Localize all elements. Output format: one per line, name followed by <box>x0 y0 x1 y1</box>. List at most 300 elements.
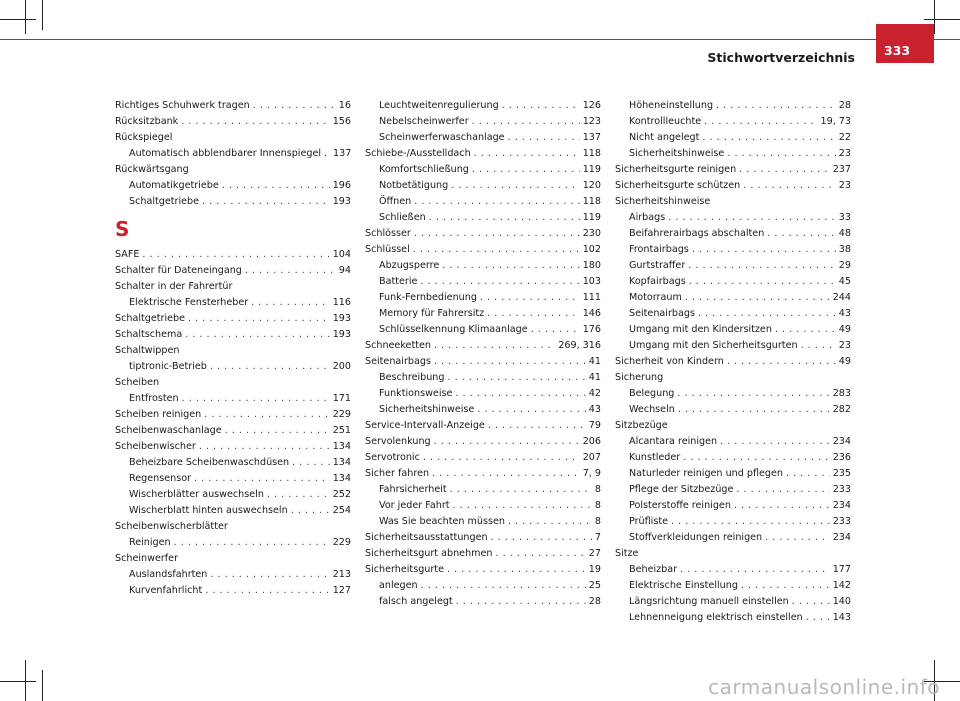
page-reference: 120 <box>582 180 601 191</box>
dot-leader <box>488 418 586 434</box>
dot-leader <box>806 610 830 626</box>
dot-leader <box>678 402 830 418</box>
dot-leader <box>245 263 336 279</box>
page-title: Stichwortverzeichnis <box>707 50 855 65</box>
entry-label: Kurvenfahrlicht <box>129 585 203 596</box>
index-subentry <box>615 482 851 498</box>
index-column-2 <box>365 98 601 610</box>
index-subentry <box>115 487 351 503</box>
entry-label: Schlüsselkennung Klimaanlage <box>379 324 528 335</box>
dot-leader <box>685 290 830 306</box>
page-reference: 206 <box>582 436 601 447</box>
page-reference: 123 <box>582 116 601 127</box>
page-reference: 146 <box>582 308 601 319</box>
page-reference: 27 <box>588 548 601 559</box>
index-entry <box>365 354 601 370</box>
dot-leader <box>442 258 579 274</box>
dot-leader <box>508 514 592 530</box>
index-heading: Sitzbezüge <box>615 420 668 431</box>
index-heading: Sicherheitshinweise <box>615 196 711 207</box>
entry-label: Wischerblätter auswechseln <box>129 489 264 500</box>
index-subentry <box>365 210 601 226</box>
entry-label: Schiebe-/Ausstelldach <box>365 148 471 159</box>
dot-leader <box>474 146 580 162</box>
page-reference: 23 <box>838 340 851 351</box>
page-reference: 41 <box>588 372 601 383</box>
entry-label: Pflege der Sitzbezüge <box>629 484 734 495</box>
entry-label: Was Sie beachten müssen <box>379 516 505 527</box>
page-reference: 33 <box>838 212 851 223</box>
entry-label: Nicht angelegt <box>629 132 700 143</box>
dot-leader <box>704 114 817 130</box>
dot-leader <box>801 338 836 354</box>
dot-leader <box>429 210 580 226</box>
index-entry <box>365 530 601 546</box>
dot-leader <box>671 514 830 530</box>
dot-leader <box>480 290 580 306</box>
index-entry <box>365 418 601 434</box>
index-heading: Rückspiegel <box>115 132 173 143</box>
entry-label: Scheiben reinigen <box>115 409 202 420</box>
page-reference: 180 <box>582 260 601 271</box>
index-subentry <box>115 455 351 471</box>
entry-label: Wischerblatt hinten auswechseln <box>129 505 288 516</box>
dot-leader <box>204 407 329 423</box>
index-subentry <box>615 498 851 514</box>
entry-label: Schaltgetriebe <box>115 313 186 324</box>
crop-mark-bl-h <box>0 681 36 682</box>
entry-label: Batterie <box>379 276 418 287</box>
index-subentry <box>115 567 351 583</box>
index-heading: Scheibenwischerblätter <box>115 521 228 532</box>
page-reference: 156 <box>332 116 351 127</box>
index-entry <box>115 98 351 114</box>
page-reference: 283 <box>832 388 851 399</box>
index-entry <box>365 226 601 242</box>
dot-leader <box>447 562 586 578</box>
dot-leader <box>677 386 829 402</box>
entry-label: Beheizbar <box>629 564 678 575</box>
page-reference: 103 <box>582 276 601 287</box>
page-reference: 134 <box>332 457 351 468</box>
dot-leader <box>423 450 580 466</box>
entry-label: Beifahrerairbags abschalten <box>629 228 765 239</box>
page-reference: 16 <box>338 100 351 111</box>
page-reference: 140 <box>832 596 851 607</box>
page-reference: 200 <box>332 361 351 372</box>
entry-label: Kontrollleuchte <box>629 116 702 127</box>
page-reference: 8 <box>594 516 601 527</box>
index-entry <box>365 466 601 482</box>
entry-label: Gurtstraffer <box>629 260 686 271</box>
index-subentry <box>615 274 851 290</box>
index-subentry <box>115 359 351 375</box>
entry-label: Schaltgetriebe <box>129 196 200 207</box>
page-reference: 230 <box>582 228 601 239</box>
index-subentry <box>615 242 851 258</box>
dot-leader <box>188 311 330 327</box>
entry-label: Schlüssel <box>365 244 410 255</box>
index-subentry <box>615 258 851 274</box>
dot-leader <box>414 226 580 242</box>
index-subentry <box>615 130 851 146</box>
entry-label: Nebelscheinwerfer <box>379 116 469 127</box>
page-reference: 126 <box>582 100 601 111</box>
entry-label: Beheizbare Scheibenwaschdüsen <box>129 457 290 468</box>
index-subentry <box>365 514 601 530</box>
index-subentry <box>115 471 351 487</box>
entry-label: Schneeketten <box>365 340 431 351</box>
dot-leader <box>495 546 585 562</box>
entry-label: SAFE <box>115 249 140 260</box>
dot-leader <box>720 434 830 450</box>
dot-leader <box>734 498 830 514</box>
index-section-letter: S <box>115 217 130 241</box>
index-subentry <box>115 535 351 551</box>
page-reference: 252 <box>332 489 351 500</box>
page-reference: 118 <box>582 196 601 207</box>
dot-leader <box>202 194 330 210</box>
dot-leader <box>472 162 580 178</box>
index-subentry <box>115 583 351 599</box>
index-subentry <box>365 498 601 514</box>
index-subentry <box>115 178 351 194</box>
dot-leader <box>508 130 580 146</box>
entry-label: Service-Intervall-Anzeige <box>365 420 485 431</box>
page-reference: 193 <box>332 196 351 207</box>
index-entry <box>115 327 351 343</box>
entry-label: Seitenairbags <box>365 356 431 367</box>
entry-label: Entfrosten <box>129 393 179 404</box>
page-reference: 119 <box>582 164 601 175</box>
entry-label: Schlösser <box>365 228 411 239</box>
index-subentry <box>615 514 851 530</box>
index-entry <box>115 311 351 327</box>
index-column-3 <box>615 98 851 626</box>
dot-leader <box>174 535 330 551</box>
dot-leader <box>502 98 580 114</box>
page-reference: 193 <box>332 313 351 324</box>
page-reference: 8 <box>594 484 601 495</box>
page-reference: 28 <box>838 100 851 111</box>
page-reference: 234 <box>832 436 851 447</box>
entry-label: Umgang mit den Sicherheitsgurten <box>629 340 798 351</box>
index-heading: Scheinwerfer <box>115 553 179 564</box>
page-reference: 49 <box>838 324 851 335</box>
dot-leader <box>455 386 585 402</box>
entry-label: Abzugsperre <box>379 260 440 271</box>
index-subentry <box>365 306 601 322</box>
dot-leader <box>453 498 592 514</box>
dot-leader <box>456 594 586 610</box>
page-reference: 38 <box>838 244 851 255</box>
page-number: 333 <box>884 43 911 58</box>
dot-leader <box>472 114 580 130</box>
dot-leader <box>487 306 580 322</box>
dot-leader <box>702 130 835 146</box>
entry-label: Leuchtweitenregulierung <box>379 100 499 111</box>
entry-label: Schaltschema <box>115 329 183 340</box>
page-reference: 282 <box>832 404 851 415</box>
index-heading: Sicherung <box>615 372 664 383</box>
dot-leader <box>451 178 579 194</box>
index-heading: Sitze <box>615 548 639 559</box>
dot-leader <box>698 306 836 322</box>
page-reference: 137 <box>333 148 351 159</box>
page-reference: 236 <box>832 452 851 463</box>
page-reference: 269, 316 <box>558 340 601 351</box>
page-reference: 254 <box>332 505 351 516</box>
dot-leader <box>688 258 836 274</box>
index-column-1 <box>115 98 351 599</box>
index-entry <box>365 242 601 258</box>
entry-label: Höheneinstellung <box>629 100 714 111</box>
page-reference: 29 <box>838 260 851 271</box>
entry-label: Umgang mit den Kindersitzen <box>629 324 772 335</box>
entry-label: Stoffverkleidungen reinigen <box>629 532 763 543</box>
page-reference: 177 <box>832 564 851 575</box>
entry-label: Servotronic <box>365 452 420 463</box>
index-subentry <box>615 322 851 338</box>
dot-leader <box>420 274 579 290</box>
dot-leader <box>291 503 330 519</box>
entry-label: Automatisch abblendbarer Innenspiegel <box>129 148 322 159</box>
entry-label: Richtiges Schuhwerk tragen <box>115 100 250 111</box>
entry-label: Notbetätigung <box>379 180 449 191</box>
entry-label: Beschreibung <box>379 372 445 383</box>
index-subentry <box>615 146 851 162</box>
entry-label: Sicherheitsgurte schützen <box>615 180 741 191</box>
entry-label: Komfortschließung <box>379 164 469 175</box>
crop-mark-tr-v <box>934 0 935 34</box>
dot-leader <box>210 359 330 375</box>
dot-leader <box>792 594 830 610</box>
page-reference: 176 <box>582 324 601 335</box>
crop-mark-tl2-v <box>42 0 43 30</box>
index-subentry <box>365 194 601 210</box>
index-subentry <box>365 178 601 194</box>
dot-leader <box>668 210 836 226</box>
entry-label: Fahrsicherheit <box>379 484 447 495</box>
entry-label: Frontairbags <box>629 244 689 255</box>
page-reference: 28 <box>588 596 601 607</box>
index-entry <box>365 434 601 450</box>
index-subentry <box>365 386 601 402</box>
index-subentry <box>115 503 351 519</box>
index-subentry <box>365 274 601 290</box>
entry-label: Memory für Fahrersitz <box>379 308 485 319</box>
dot-leader <box>324 146 330 162</box>
entry-label: Lehnenneigung elektrisch einstellen <box>629 612 803 623</box>
dot-leader <box>414 194 579 210</box>
entry-label: Längsrichtung manuell einstellen <box>629 596 789 607</box>
index-subentry <box>365 594 601 610</box>
page-reference: 25 <box>588 580 601 591</box>
entry-label: Sicherheitshinweise <box>629 148 725 159</box>
entry-label: Polsterstoffe reinigen <box>629 500 731 511</box>
dot-leader <box>450 482 592 498</box>
index-entry <box>365 546 601 562</box>
entry-label: Motorraum <box>629 292 682 303</box>
dot-leader <box>765 530 830 546</box>
entry-label: Reinigen <box>129 537 171 548</box>
dot-leader <box>692 242 836 258</box>
index-subentry <box>365 482 601 498</box>
page-reference: 22 <box>838 132 851 143</box>
dot-leader <box>434 338 555 354</box>
index-subentry <box>365 98 601 114</box>
index-subentry <box>615 466 851 482</box>
index-subentry <box>365 578 601 594</box>
dot-leader <box>185 327 329 343</box>
dot-leader <box>786 466 830 482</box>
index-entry <box>115 263 351 279</box>
page-reference: 49 <box>838 356 851 367</box>
crop-mark-tl-v <box>25 0 26 34</box>
index-subentry <box>615 450 851 466</box>
page-reference: 19 <box>588 564 601 575</box>
entry-label: Servolenkung <box>365 436 431 447</box>
dot-leader <box>142 247 329 263</box>
entry-label: Funk-Fernbedienung <box>379 292 477 303</box>
dot-leader <box>199 439 330 455</box>
index-subentry <box>365 114 601 130</box>
page-reference: 41 <box>588 356 601 367</box>
page-reference: 23 <box>838 180 851 191</box>
index-heading: Schalter in der Fahrertür <box>115 281 233 292</box>
page-reference: 171 <box>332 393 351 404</box>
dot-leader <box>432 466 580 482</box>
page-reference: 207 <box>582 452 601 463</box>
index-subentry <box>615 530 851 546</box>
entry-label: Schalter für Dateneingang <box>115 265 242 276</box>
dot-leader <box>716 98 836 114</box>
index-subentry <box>115 391 351 407</box>
index-entry <box>615 178 851 194</box>
entry-label: Sicherheitsgurte <box>365 564 444 575</box>
index-subentry <box>615 386 851 402</box>
page-reference: 196 <box>332 180 351 191</box>
dot-leader <box>689 274 836 290</box>
page-reference: 104 <box>332 249 351 260</box>
page-reference: 251 <box>332 425 351 436</box>
index-subentry <box>615 210 851 226</box>
page-reference: 233 <box>832 516 851 527</box>
entry-label: Sicherheit von Kindern <box>615 356 724 367</box>
page-reference: 102 <box>582 244 601 255</box>
page-reference: 43 <box>588 404 601 415</box>
entry-label: Seitenairbags <box>629 308 695 319</box>
index-subentry <box>115 295 351 311</box>
dot-leader <box>292 455 330 471</box>
page-reference: 79 <box>588 420 601 431</box>
watermark-text: carmanualsonline.info <box>708 675 940 699</box>
dot-leader <box>447 370 585 386</box>
entry-label: Sicherheitshinweise <box>379 404 475 415</box>
entry-label: Rücksitzbank <box>115 116 179 127</box>
entry-label: Scheibenwaschanlage <box>115 425 222 436</box>
index-subentry <box>615 434 851 450</box>
index-subentry <box>115 194 351 210</box>
dot-leader <box>267 487 330 503</box>
index-subentry <box>365 162 601 178</box>
entry-label: Sicherheitsgurt abnehmen <box>365 548 493 559</box>
entry-label: Automatikgetriebe <box>129 180 219 191</box>
index-subentry <box>365 290 601 306</box>
index-entry <box>115 114 351 130</box>
index-entry <box>365 450 601 466</box>
page-reference: 137 <box>582 132 601 143</box>
index-subentry <box>615 594 851 610</box>
dot-leader <box>727 354 836 370</box>
entry-label: Sicherheitsausstattungen <box>365 532 488 543</box>
crop-mark-tl-h <box>0 19 36 20</box>
index-entry <box>115 407 351 423</box>
dot-leader <box>225 423 330 439</box>
page-reference: 48 <box>838 228 851 239</box>
page-reference: 234 <box>832 500 851 511</box>
page-reference: 94 <box>338 265 351 276</box>
page-reference: 213 <box>332 569 351 580</box>
crop-mark-tr-h <box>924 19 960 20</box>
entry-label: Naturleder reinigen und pflegen <box>629 468 783 479</box>
entry-label: Wechseln <box>629 404 675 415</box>
entry-label: Schließen <box>379 212 426 223</box>
dot-leader <box>727 146 835 162</box>
page-reference: 111 <box>582 292 601 303</box>
dot-leader <box>680 562 830 578</box>
page-reference: 119 <box>582 212 601 223</box>
page-reference: 118 <box>582 148 601 159</box>
index-subentry <box>615 402 851 418</box>
dot-leader <box>251 295 329 311</box>
dot-leader <box>194 471 330 487</box>
header-rule <box>0 39 960 40</box>
dot-leader <box>739 162 830 178</box>
page-reference: 134 <box>332 441 351 452</box>
dot-leader <box>775 322 836 338</box>
page-reference: 7 <box>594 532 601 543</box>
page-number-box <box>876 24 934 63</box>
entry-label: Scheibenwischer <box>115 441 196 452</box>
entry-label: Kopfairbags <box>629 276 686 287</box>
index-heading: Schaltwippen <box>115 345 180 356</box>
index-subentry <box>615 338 851 354</box>
page-reference: 116 <box>332 297 351 308</box>
index-subentry <box>365 322 601 338</box>
index-subentry <box>615 226 851 242</box>
entry-label: Prüfliste <box>629 516 669 527</box>
index-entry <box>115 439 351 455</box>
page-reference: 19, 73 <box>820 116 851 127</box>
index-subentry <box>115 146 351 162</box>
dot-leader <box>222 178 330 194</box>
index-subentry <box>615 610 851 626</box>
page-reference: 8 <box>594 500 601 511</box>
entry-label: Elektrische Einstellung <box>629 580 738 591</box>
index-subentry <box>615 114 851 130</box>
index-subentry <box>365 402 601 418</box>
page-reference: 127 <box>332 585 351 596</box>
index-entry <box>365 562 601 578</box>
index-entry <box>615 162 851 178</box>
page-reference: 233 <box>832 484 851 495</box>
index-heading: Rückwärtsgang <box>115 164 189 175</box>
crop-mark-bl2-v <box>42 670 43 701</box>
index-subentry <box>615 290 851 306</box>
dot-leader <box>421 578 586 594</box>
index-subentry <box>615 306 851 322</box>
